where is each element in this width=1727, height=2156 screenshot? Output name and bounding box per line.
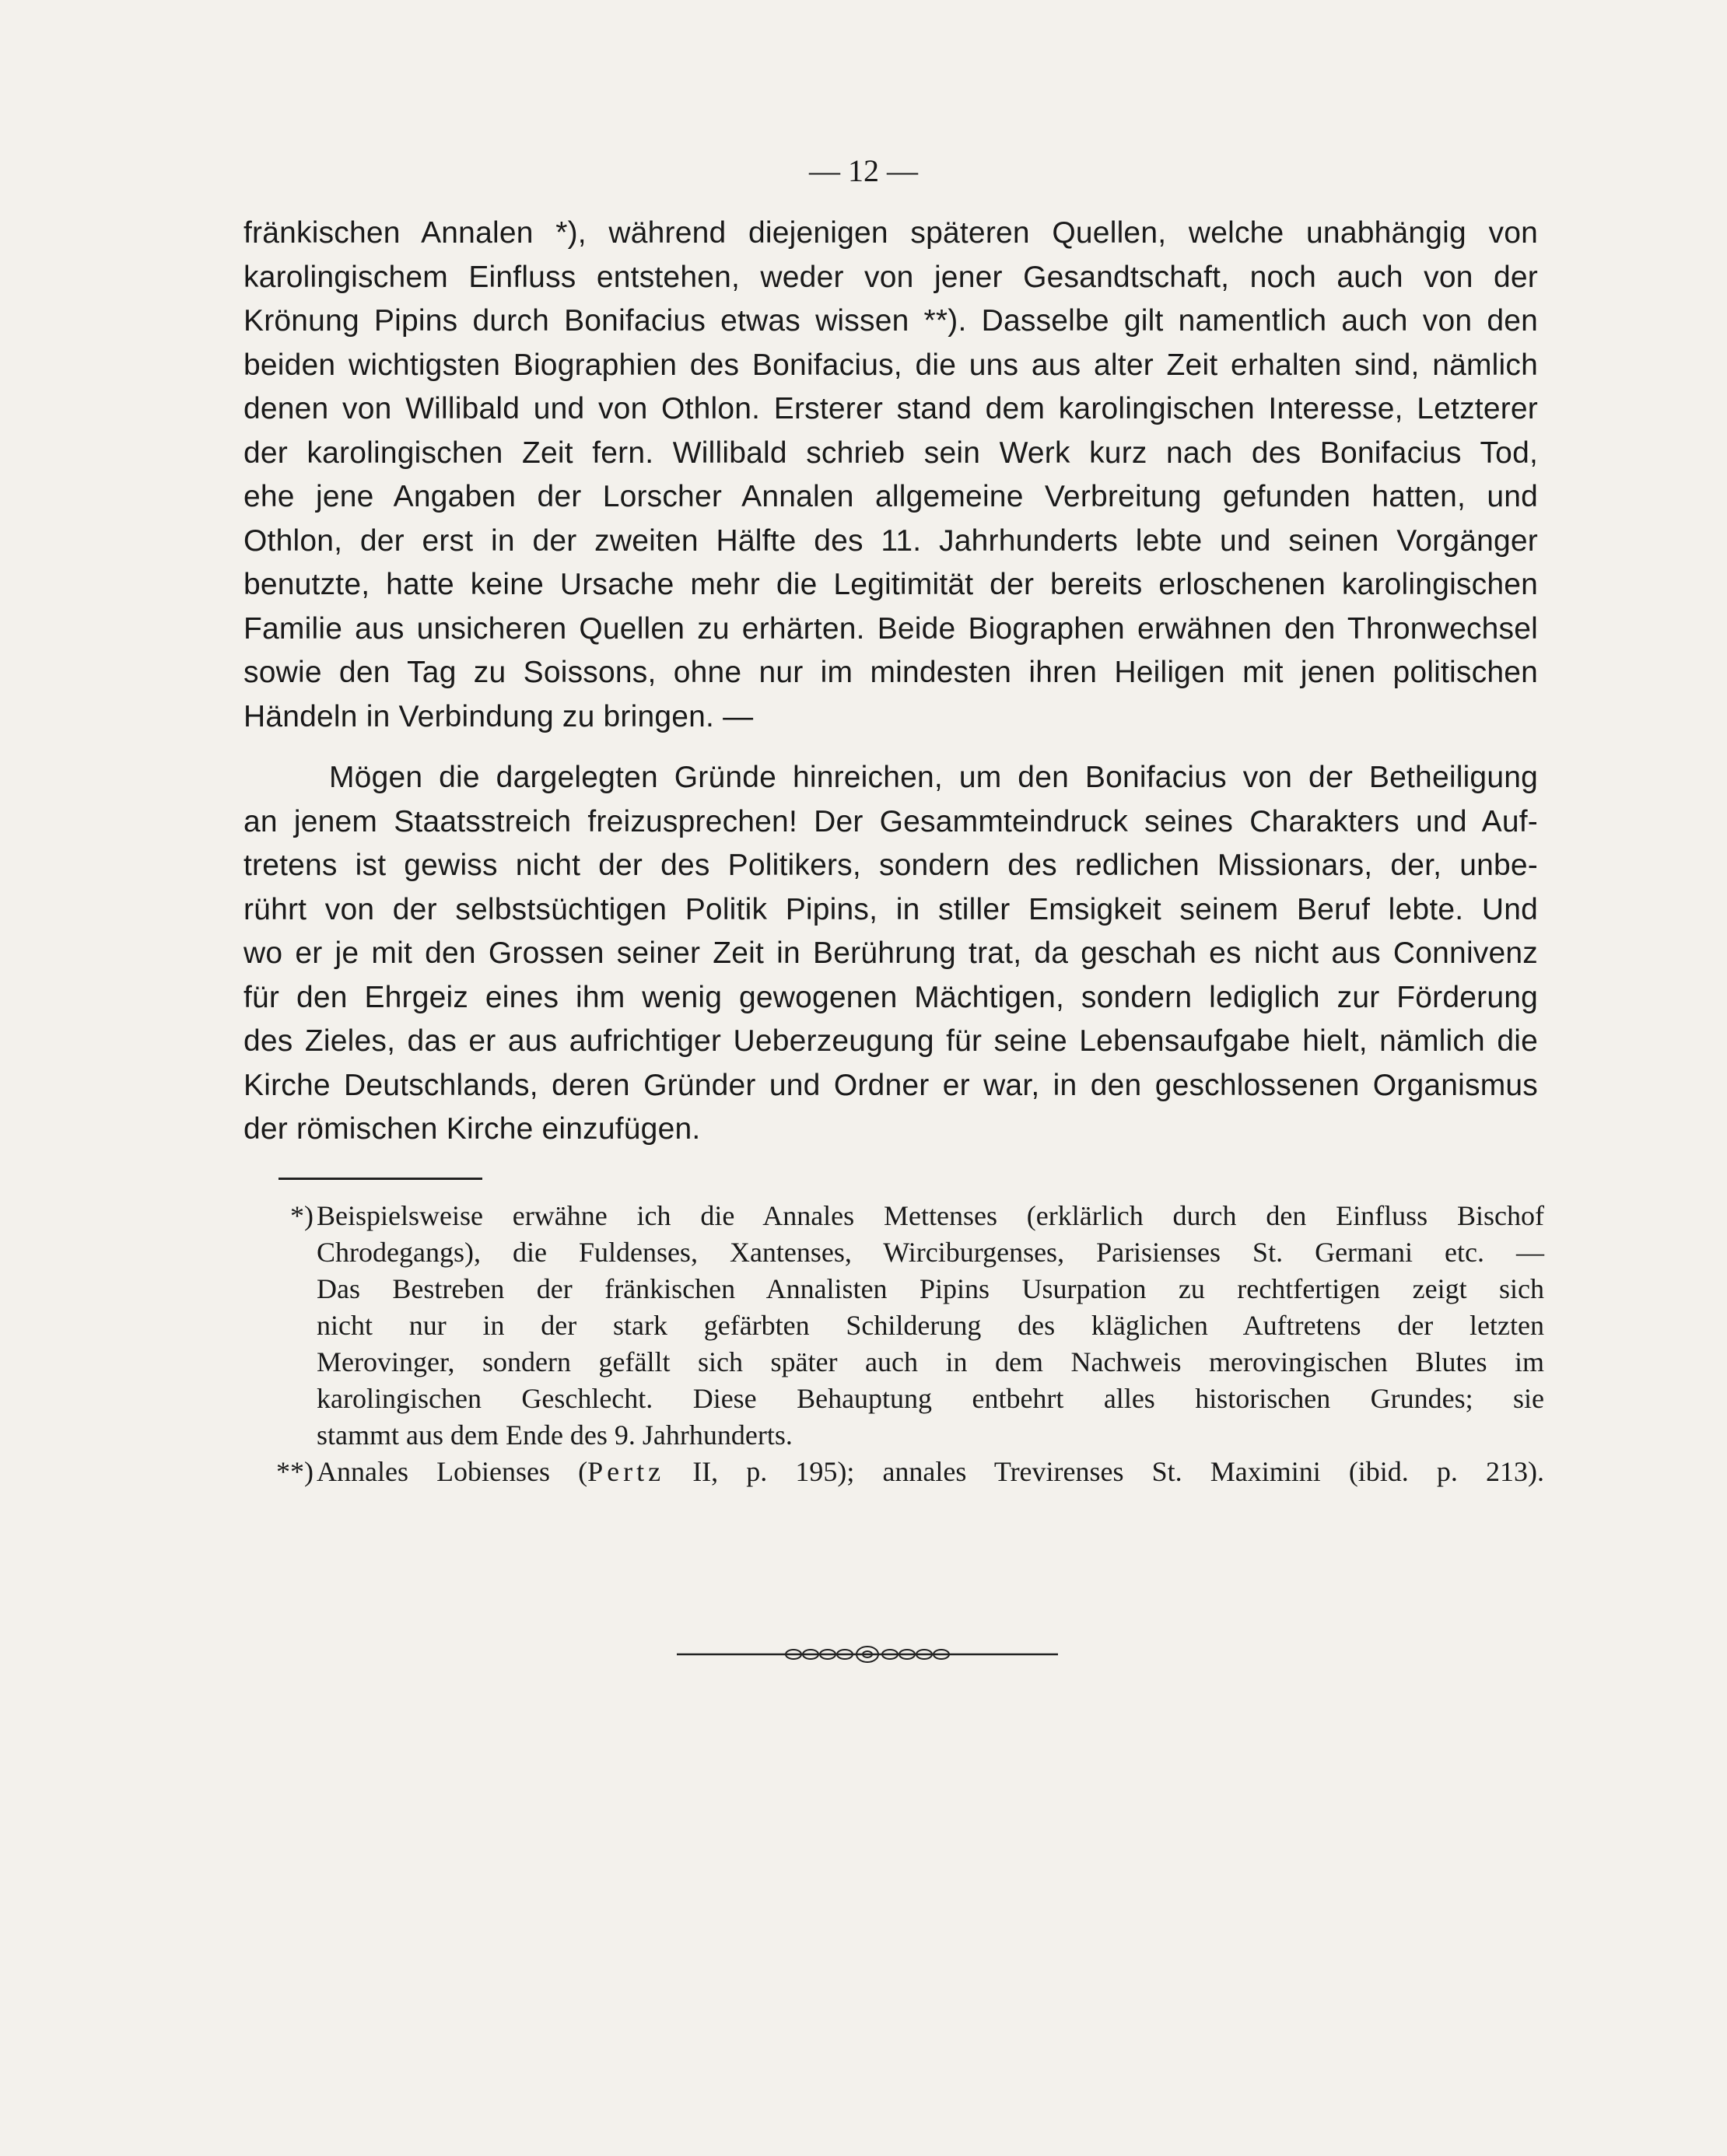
text-line: fränkischen Annalen *), während diejenigen späteren Quellen, welche unabhängig von <box>243 216 1538 250</box>
footnote-2 <box>268 1454 1544 1490</box>
author-name: Pertz <box>587 1456 665 1487</box>
paragraph-2 <box>243 756 1538 1152</box>
footnote-line: stammt aus dem Ende des 9. Jahrhunderts. <box>317 1419 793 1451</box>
paragraph-1 <box>243 212 1538 739</box>
text-line: karolingischem Einfluss entstehen, weder von jener Gesandtschaft, noch auch von der <box>243 260 1538 294</box>
footnote-line <box>317 1454 1544 1490</box>
text-line: Othlon, der erst in der zweiten Hälfte des 11. Jahrhunderts lebte und seinen Vorgänger <box>243 523 1538 558</box>
text-line: für den Ehrgeiz eines ihm wenig gewogenen Mächtigen, sondern lediglich zur Förderung <box>243 980 1538 1014</box>
footnotes <box>268 1198 1544 1490</box>
text-line: des Zieles, das er aus aufrichtiger Ueberzeugung für seine Lebensaufgabe hielt, nämlich die <box>243 1024 1538 1058</box>
text-line: ehe jene Angaben der Lorscher Annalen allgemeine Verbreitung gefunden hatten, und <box>243 480 1538 513</box>
footnote-line: karolingischen Geschlecht. Diese Behauptung entbehrt alles historischen Grundes; sie <box>317 1383 1544 1414</box>
text-line: beiden wichtigsten Biographien des Bonifacius, die uns aus alter Zeit erhalten sind, nämlich <box>243 348 1538 382</box>
text-line: wo er je mit den Grossen seiner Zeit in Berührung trat, da geschah es nicht aus Connivenz <box>243 936 1538 970</box>
decorative-ornament <box>677 1643 1058 1666</box>
text-line: der karolingischen Zeit fern. Willibald schrieb sein Werk kurz nach des Bonifacius Tod, <box>243 436 1538 470</box>
text-line: Familie aus unsicheren Quellen zu erhärten. Beide Biographen erwähnen den Thronwechsel <box>243 611 1538 646</box>
text-line: Mögen die dargelegten Gründe hinreichen, um den Bonifacius von der Betheiligung <box>329 761 1538 794</box>
text-line: Händeln in Verbindung zu bringen. — <box>243 699 754 733</box>
footnote-mark: *) <box>290 1200 314 1231</box>
text-line: an jenem Staatsstreich freizusprechen! Der Gesammteindruck seines Charakters und Auf- <box>243 804 1538 838</box>
footnote-line: Beispielsweise erwähne ich die Annales Mettenses (erklärlich durch den Einfluss Bischof <box>317 1200 1544 1231</box>
footnote-line: Das Bestreben der fränkischen Annalisten Pipins Usurpation zu rechtfertigen zeigt sich <box>317 1273 1544 1304</box>
text-line: Kirche Deutschlands, deren Gründer und Ordner er war, in den geschlossenen Organismus <box>243 1068 1538 1102</box>
footnote-1 <box>268 1198 1544 1454</box>
page-number: — 12 — <box>809 153 918 188</box>
text-line: rührt von der selbstsüchtigen Politik Pipins, in stiller Emsigkeit seinem Beruf lebte. Und <box>243 892 1538 926</box>
text-line: sowie den Tag zu Soissons, ohne nur im mindesten ihren Heiligen mit jenen politischen <box>243 656 1538 689</box>
text-line: denen von Willibald und von Othlon. Ersterer stand dem karolingischen Interesse, Letzterer <box>243 392 1538 425</box>
text-line: der römischen Kirche einzufügen. <box>243 1112 701 1146</box>
footnote-line: nicht nur in der stark gefärbten Schilderung des kläglichen Auftretens der letzten <box>317 1310 1544 1341</box>
footnote-text: II, p. 195); annales Trevirenses St. Maximini (ibid. p. 213). <box>664 1456 1544 1487</box>
text-line: benutzte, hatte keine Ursache mehr die Legitimität der bereits erloschenen karolingischen <box>243 568 1538 601</box>
footnote-separator <box>278 1178 482 1180</box>
footnote-mark: **) <box>276 1456 314 1487</box>
footnote-line: Merovinger, sondern gefällt sich später auch in dem Nachweis merovingischen Blutes im <box>317 1346 1544 1377</box>
footnote-text: Annales Lobienses ( <box>317 1456 588 1487</box>
footnote-line: Chrodegangs), die Fuldenses, Xantenses, Wirciburgenses, Parisienses St. Germani etc. — <box>317 1237 1544 1268</box>
text-line: tretens ist gewiss nicht der des Politikers, sondern des redlichen Missionars, der, unbe- <box>243 849 1538 882</box>
text-line: Krönung Pipins durch Bonifacius etwas wissen **). Dasselbe gilt namentlich auch von den <box>243 304 1538 338</box>
